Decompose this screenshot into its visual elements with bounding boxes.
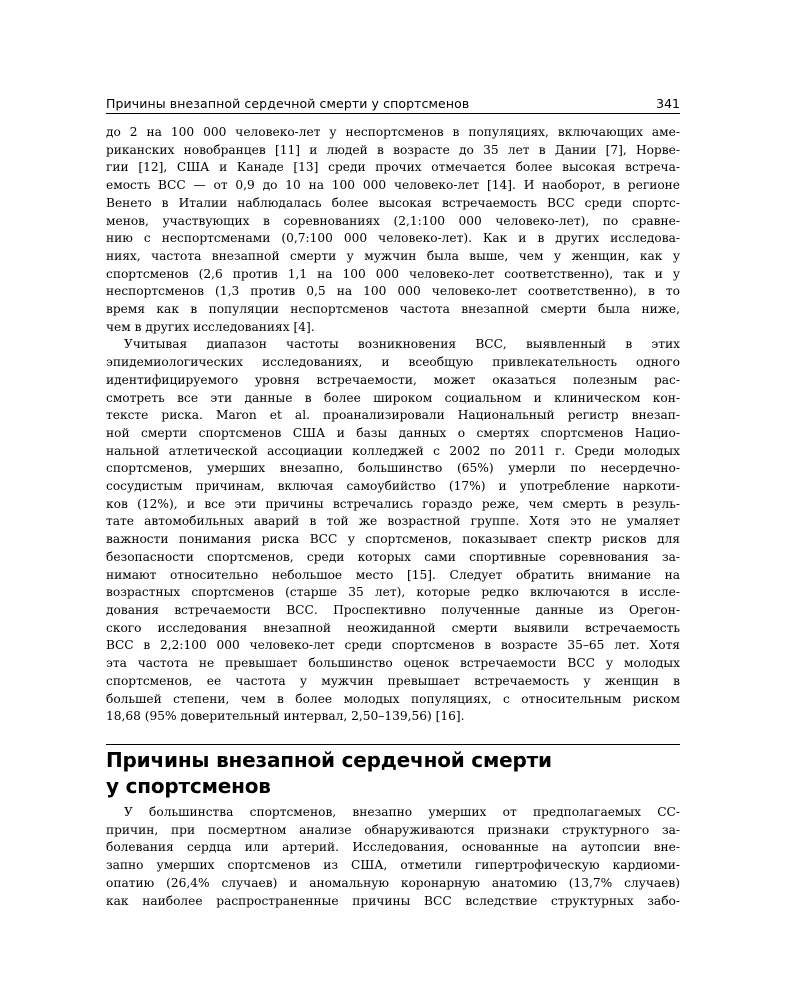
text-line: Венето в Италии наблюдалась более высокая встречаемость ВСС среди спортс-	[106, 195, 680, 210]
text-line: запно умерших спортсменов из США, отметили гипертрофическую кардиоми-	[106, 858, 680, 873]
text-line: ной смерти спортсменов США и базы данных о смертях спортсменов Нацио-	[106, 425, 680, 440]
text-line: причин, при посмертном анализе обнаруживаются признаки структурного за-	[106, 822, 680, 837]
text-line: спортсменов, ее частота у мужчин превышает встречаемость у женщин в	[106, 673, 680, 688]
text-line: чем в других исследованиях [4].	[106, 319, 315, 334]
text-line: опатию (26,4% случаев) и аномальную коронарную анатомию (13,7% случаев)	[106, 875, 680, 890]
text-line: менов, участвующих в соревнованиях (2,1:100 000 человеко-лет), по сравне-	[106, 213, 680, 228]
running-header	[106, 90, 680, 114]
text-line: ниях, частота внезапной смерти у мужчин была выше, чем у женщин, как у	[106, 248, 680, 263]
text-line: нимают относительно небольшое место [15]. Следует обратить внимание на	[106, 567, 680, 582]
text-line: 18,68 (95% доверительный интервал, 2,50–139,56) [16].	[106, 709, 465, 724]
section-heading-line: у спортсменов	[106, 774, 271, 798]
paragraph-1	[106, 124, 680, 336]
text-line: емость ВСС — от 0,9 до 10 на 100 000 человеко-лет [14]. И наоборот, в регионе	[106, 178, 680, 193]
text-line: эта частота не превышает большинство оценок встречаемости ВСС у молодых	[106, 656, 680, 671]
text-line: гии [12], США и Канаде [13] среди прочих отмечается более высокая встреча-	[106, 160, 680, 175]
text-line: смотреть все эти данные в более широком социальном и клиническом кон-	[106, 390, 680, 405]
text-line: большей степени, чем в более молодых популяциях, с относительным риском	[106, 691, 680, 706]
page-number: 341	[656, 96, 680, 111]
text-line: спортсменов, умерших внезапно, большинство (65%) умерли по несердечно-	[106, 461, 680, 476]
text-line: нию с неспортсменами (0,7:100 000 человеко-лет). Как и в других исследова-	[106, 231, 680, 246]
section-divider	[106, 744, 680, 745]
text-line: ского исследования внезапной неожиданной смерти выявили встречаемость	[106, 620, 680, 635]
text-line: эпидемиологических исследованиях, и всеобщую привлекательность одного	[106, 355, 680, 370]
text-line: дования встречаемости ВСС. Проспективно полученные данные из Орегон-	[106, 602, 680, 617]
body-text-main	[106, 124, 680, 726]
body-text-section	[106, 804, 680, 910]
text-line: Учитывая диапазон частоты возникновения ВСС, выявленный в этих	[124, 337, 680, 352]
running-header-title: Причины внезапной сердечной смерти у спортсменов	[106, 96, 470, 111]
text-line: сосудистым причинам, включая самоубийство (17%) и употребление наркоти-	[106, 479, 680, 494]
text-line: безопасности спортсменов, среди которых сами спортивные соревнования за-	[106, 549, 680, 564]
paragraph-3	[106, 804, 680, 910]
header-divider	[106, 113, 680, 114]
text-line: риканских новобранцев [11] и людей в возрасте до 35 лет в Дании [7], Норве-	[106, 142, 680, 157]
text-line: болевания сердца или артерий. Исследования, основанные на аутопсии вне-	[106, 840, 680, 855]
text-line: У большинства спортсменов, внезапно умерших от предполагаемых СС-	[124, 805, 680, 819]
text-line: как наиболее распространенные причины ВСС вследствие структурных забо-	[106, 893, 680, 908]
text-line: время как в популяции неспортсменов частота внезапной смерти была ниже,	[106, 302, 680, 317]
text-line: спортсменов (2,6 против 1,1 на 100 000 человеко-лет соответственно), так и у	[106, 266, 680, 281]
section-heading	[106, 747, 680, 799]
text-line: ВСС в 2,2:100 000 человеко-лет среди спортсменов в возрасте 35–65 лет. Хотя	[106, 638, 680, 653]
section-heading-line: Причины внезапной сердечной смерти	[106, 748, 552, 772]
paragraph-2	[106, 336, 680, 725]
text-line: до 2 на 100 000 человеко-лет у неспортсменов в популяциях, включающих аме-	[106, 125, 680, 139]
text-line: ков (12%), и все эти причины встречались гораздо реже, чем смерть в резуль-	[106, 496, 680, 511]
text-line: возрастных спортсменов (старше 35 лет), которые редко включаются в иссле-	[106, 585, 680, 600]
text-line: идентифицируемого уровня встречаемости, может оказаться полезным рас-	[106, 372, 680, 387]
text-line: важности понимания риска ВСС у спортсменов, показывает спектр рисков для	[106, 532, 680, 547]
text-line: тексте риска. Maron et al. проанализировали Национальный регистр внезап-	[106, 408, 680, 423]
text-line: тате автомобильных аварий в той же возрастной группе. Хотя это не умаляет	[106, 514, 680, 529]
text-line: неспортсменов (1,3 против 0,5 на 100 000 человеко-лет соответственно), в то	[106, 284, 680, 299]
text-line: нальной атлетической ассоциации колледжей с 2002 по 2011 г. Среди молодых	[106, 443, 680, 458]
